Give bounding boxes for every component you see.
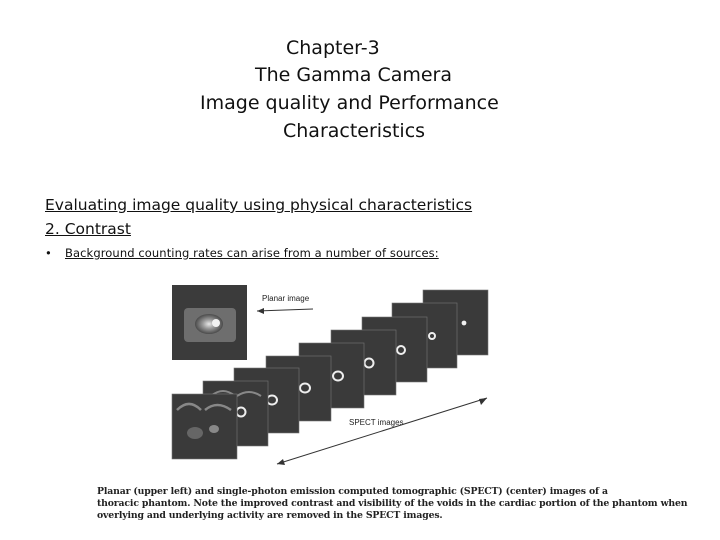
spect-arrowhead-right-icon <box>479 398 487 405</box>
caption-line-2: thoracic phantom. Note the improved contrast and visibility of the voids in the cardiac portion of the phantom when <box>97 497 688 509</box>
title-line-2: The Gamma Camera <box>255 64 453 86</box>
caption-line-1: Planar (upper left) and single-photon emission computed tomographic (SPECT) (center) images of a <box>97 486 608 497</box>
planar-arrowhead-icon <box>257 308 264 314</box>
spect-arrowhead-left-icon <box>277 459 285 465</box>
caption-line-3: overlying and underlying activity are removed in the SPECT images. <box>97 509 443 521</box>
figure-caption <box>97 486 688 521</box>
planar-arrow <box>257 309 313 311</box>
bullet-item <box>45 246 439 260</box>
phantom-figure <box>165 278 500 473</box>
section-heading: Evaluating image quality using physical characteristics <box>45 196 473 214</box>
title-line-1: Chapter-3 <box>286 37 380 59</box>
spect-slice <box>172 394 237 459</box>
planar-image <box>172 285 247 360</box>
title-line-4: Characteristics <box>283 120 426 142</box>
spect-images-label: SPECT images <box>349 418 404 427</box>
bullet-marker: • <box>45 246 52 260</box>
subsection-heading: 2. Contrast <box>45 220 131 238</box>
title-line-3: Image quality and Performance <box>200 92 499 114</box>
planar-image-label: Planar image <box>262 294 310 303</box>
bullet-text: Background counting rates can arise from a number of sources: <box>65 246 439 260</box>
